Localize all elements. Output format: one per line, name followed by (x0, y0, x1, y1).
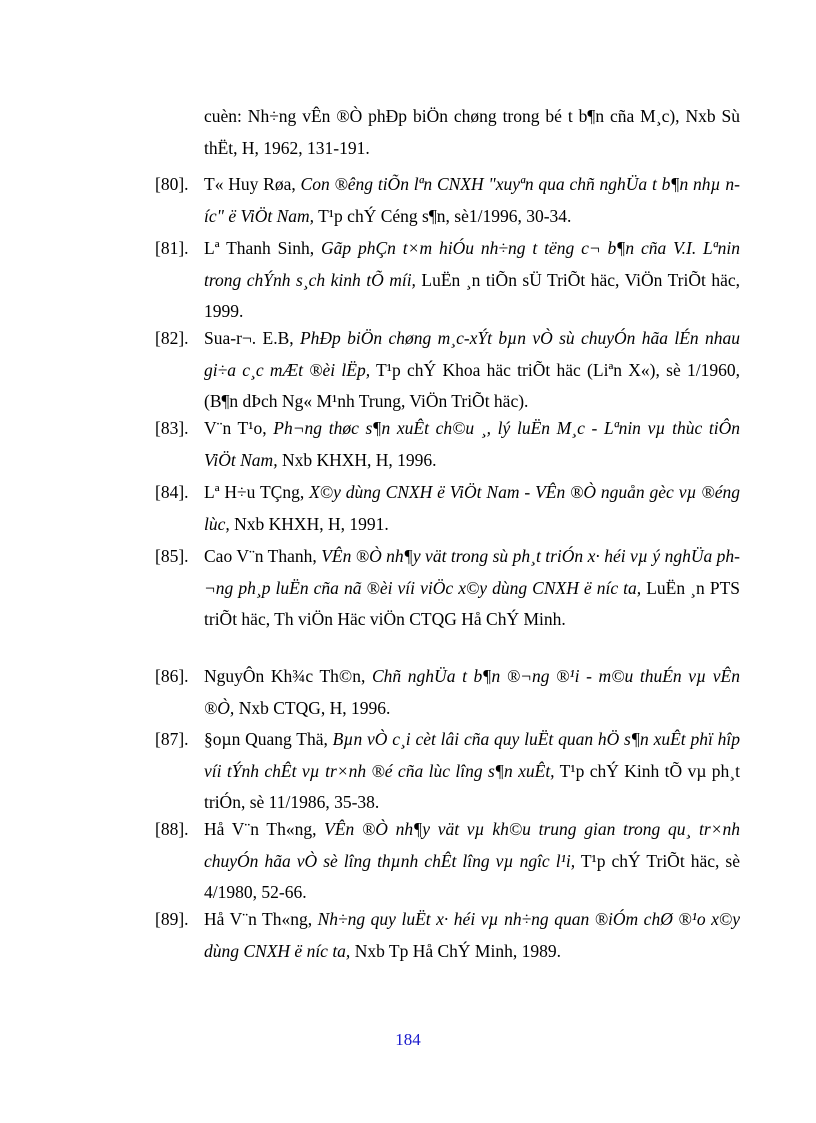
reference-author: V¨n T¹o, (204, 418, 274, 438)
reference-number: [80]. (155, 174, 189, 194)
reference-number: [81]. (155, 238, 189, 258)
reference-author: Sua-r¬. E.B, (204, 328, 300, 348)
reference-details: Nxb Tp Hå ChÝ Minh, 1989. (350, 940, 561, 961)
reference-entry-89 (155, 904, 740, 967)
reference-number: [86]. (155, 666, 189, 686)
reference-details: Nxb KHXH, H, 1996. (277, 449, 437, 470)
reference-details: Nxb KHXH, H, 1991. (229, 513, 389, 534)
reference-author: T« Huy Røa, (204, 174, 301, 194)
reference-number: [82]. (155, 328, 189, 348)
reference-author: Lª Thanh Sinh, (204, 238, 321, 258)
reference-title: Gãp phÇn t×m hiÓu nh÷ng t tëng c¬ b¶n cña V.I. Lªnin trong chÝnh s¸ch kinh tÕ míi, (204, 238, 740, 290)
reference-text (204, 169, 740, 232)
reference-text (204, 661, 740, 724)
reference-entry-82 (155, 323, 740, 418)
reference-text (204, 814, 740, 909)
reference-author: Hå V¨n Th«ng, (204, 909, 318, 929)
reference-title: X©y dùng CNXH ë ViÖt Nam - VÊn ®Ò nguån gèc vµ ®éng lùc, (204, 482, 740, 534)
reference-title: Ph¬ng thøc s¶n xuÊt ch©u ¸, lý luËn M¸c - Lªnin vµ thùc tiÔn ViÖt Nam, (204, 418, 741, 470)
reference-entry-88 (155, 814, 740, 909)
reference-entry-83 (155, 413, 740, 476)
reference-details: T¹p chÝ Kinh tÕ vµ ph¸t triÓn, sè 11/1986, 35-38. (204, 760, 740, 812)
reference-number: [89]. (155, 909, 189, 929)
reference-number: [87]. (155, 729, 189, 749)
reference-number: [88]. (155, 819, 189, 839)
reference-title: Con ®êng tiÕn lªn CNXH "xuyªn qua chñ nghÜa t b¶n nhµ níc" ë ViÖt Nam, (204, 174, 740, 226)
reference-number: [84]. (155, 482, 189, 502)
reference-details: LuËn ¸n PTS triÕt häc, Th viÖn Häc viÖn CTQG Hå ChÝ Minh. (204, 577, 740, 629)
page-number: 184 (395, 1030, 421, 1049)
reference-title: VÊn ®Ò nh¶y vät trong sù ph¸t triÓn x· héi vµ ý nghÜa ph¬ng ph¸p luËn cña nã ®èi víi viÖc x©y dùng CNXH ë níc ta, (204, 546, 740, 598)
reference-entry-87 (155, 724, 740, 819)
reference-entry-86 (155, 661, 740, 724)
reference-details: T¹p chÝ TriÕt häc, sè 4/1980, 52-66. (204, 850, 740, 902)
reference-text (204, 477, 740, 540)
reference-details: LuËn ¸n tiÕn sÜ TriÕt häc, ViÖn TriÕt häc, 1999. (204, 269, 740, 321)
reference-text (204, 724, 740, 819)
reference-title: VÊn ®Ò nh¶y vät vµ kh©u trung gian trong qu¸ tr×nh chuyÓn hãa vÒ sè lîng thµnh chÊt lîng vµ ngîc l¹i, (204, 819, 740, 871)
reference-title: PhÐp biÖn chøng m¸c-xÝt bµn vÒ sù chuyÓn hãa lÉn nhau gi÷a c¸c mÆt ®èi lËp, (204, 328, 740, 380)
reference-entry-80 (155, 169, 740, 232)
reference-number: [83]. (155, 418, 189, 438)
reference-author: NguyÔn Kh¾c Th©n, (204, 666, 372, 686)
reference-number: [85]. (155, 546, 189, 566)
reference-text (204, 904, 740, 967)
reference-entry-81 (155, 233, 740, 328)
reference-entry-84 (155, 477, 740, 540)
reference-author: Cao V¨n Thanh, (204, 546, 322, 566)
reference-text (204, 233, 740, 328)
reference-title: Nh÷ng quy luËt x· héi vµ nh÷ng quan ®iÓm chØ ®¹o x©y dùng CNXH ë níc ta, (204, 909, 740, 961)
continuation-text: cuèn: Nh÷ng vÊn ®Ò phÐp biÖn chøng trong bé t b¶n cña M¸c), Nxb Sù thËt, H, 1962, 131-191. (204, 106, 740, 158)
reference-details: T¹p chÝ Céng s¶n, sè1/1996, 30-34. (314, 205, 572, 226)
reference-title: Chñ nghÜa t b¶n ®¬ng ®¹i - m©u thuÉn vµ vÊn ®Ò, (204, 666, 740, 718)
reference-text (204, 323, 740, 418)
reference-title: Bµn vÒ c¸i cèt lâi cña quy luËt quan hÖ s¶n xuÊt phï hîp víi tÝnh chÊt vµ tr×nh ®é cña lùc lîng s¶n xuÊt, (204, 729, 740, 781)
reference-author: §oµn Quang Thä, (204, 729, 333, 749)
reference-text (204, 413, 740, 476)
reference-details: Nxb CTQG, H, 1996. (234, 697, 391, 718)
reference-entry-85 (155, 541, 740, 636)
reference-author: Hå V¨n Th«ng, (204, 819, 325, 839)
reference-details: T¹p chÝ Khoa häc triÕt häc (Liªn X«), sè 1/1960, (B¶n dÞch Ng« M¹nh Trung, ViÖn TriÕt häc). (204, 359, 740, 411)
reference-author: Lª H÷u TÇng, (204, 482, 310, 502)
reference-text (204, 541, 740, 636)
